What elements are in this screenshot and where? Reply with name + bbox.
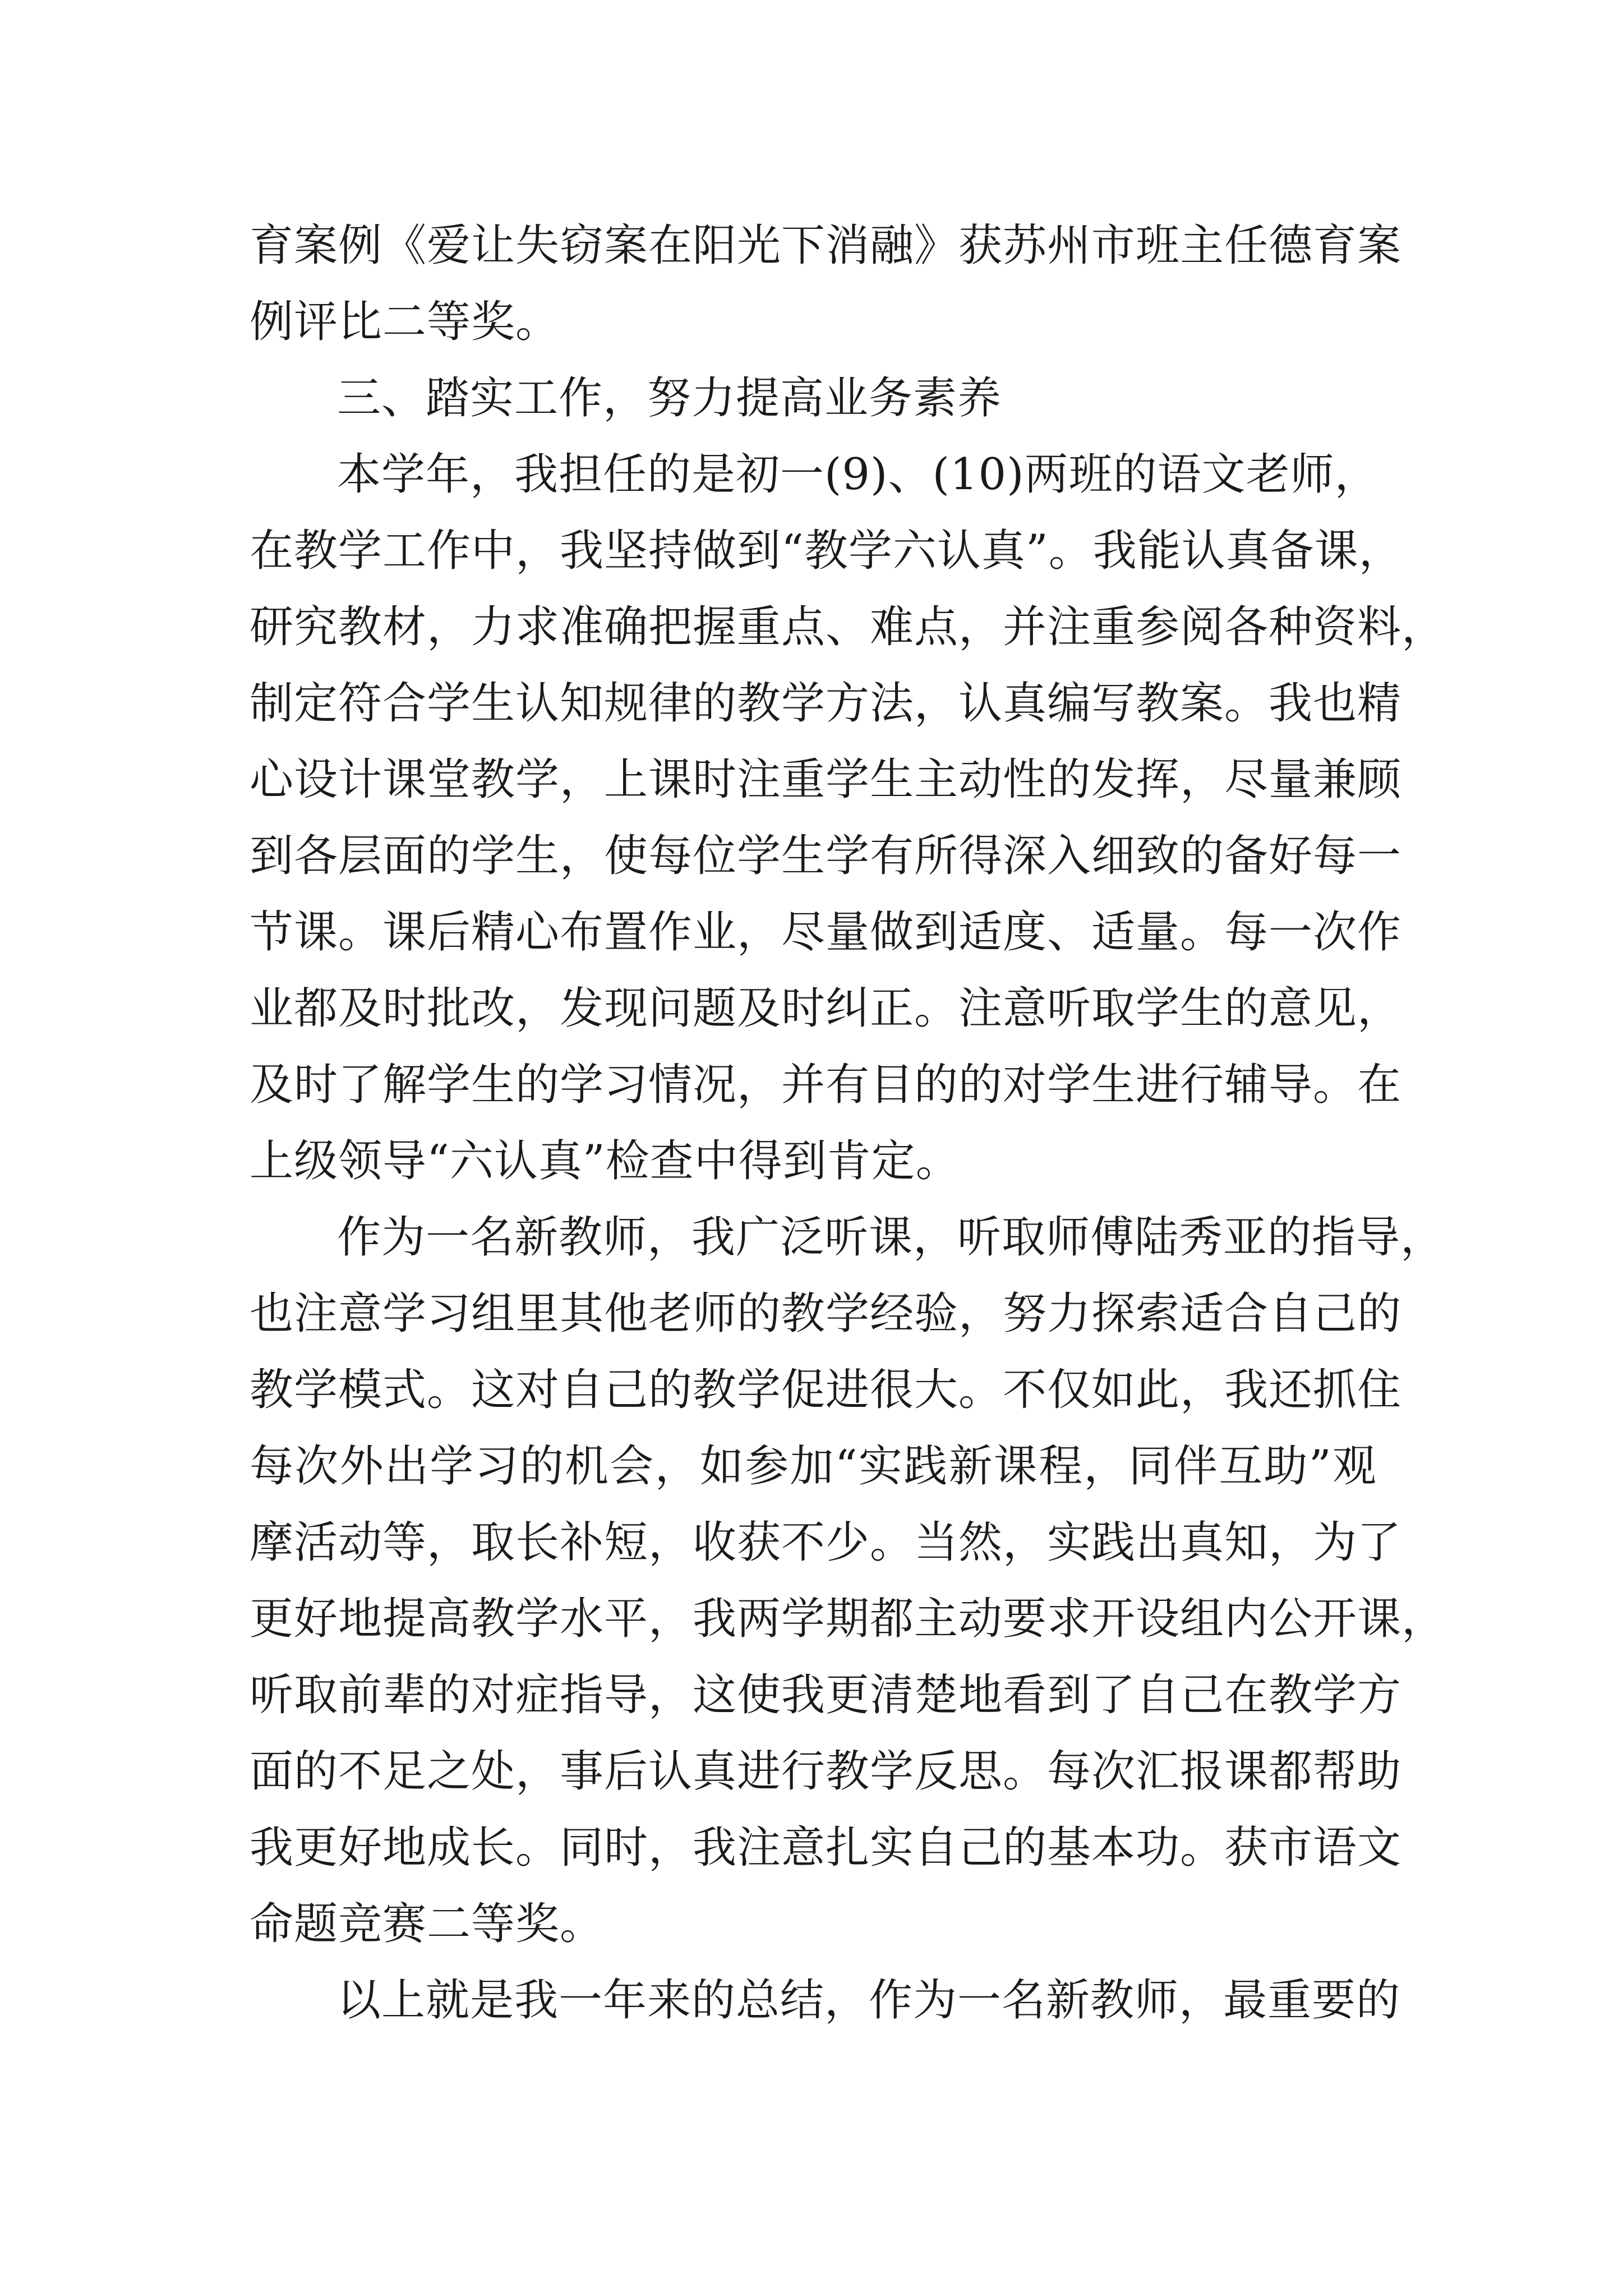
text-line: 以上就是我一年来的总结，作为一名新教师，最重要的 — [337, 1975, 1401, 2026]
text-line: 听取前辈的对症指导，这使我更清楚地看到了自己在教学方 — [250, 1670, 1402, 1720]
text-line: 例评比二等奖。 — [250, 297, 560, 347]
text-line: 业都及时批改，发现问题及时纠正。注意听取学生的意见， — [250, 983, 1402, 1034]
text-line: 每次外出学习的机会，如参加“实践新课程，同伴互助”观 — [250, 1441, 1377, 1492]
paragraph-summary — [250, 1962, 1401, 2039]
text-line: 及时了解学生的学习情况，并有目的的对学生进行辅导。在 — [250, 1060, 1402, 1110]
text-line: 研究教材，力求准确把握重点、难点，并注重参阅各种资料， — [250, 602, 1446, 652]
text-line: 命题竞赛二等奖。 — [250, 1899, 605, 1949]
text-line: 制定符合学生认知规律的教学方法，认真编写教案。我也精 — [250, 678, 1402, 729]
text-line: 育案例《爱让失窃案在阳光下消融》获苏州市班主任德育案 — [250, 220, 1402, 271]
text-line: 到各层面的学生，使每位学生学有所得深入细致的备好每一 — [250, 831, 1402, 881]
paragraph-new-teacher — [250, 1199, 1446, 1962]
document-body — [250, 208, 1446, 2039]
paragraph-teaching-work — [250, 436, 1446, 1199]
text-line: 摩活动等，取长补短，收获不少。当然，实践出真知，为了 — [250, 1517, 1402, 1568]
section-heading — [250, 360, 1377, 436]
text-line: 本学年，我担任的是初一(9)、(10)两班的语文老师， — [337, 449, 1379, 500]
text-line: 教学模式。这对自己的教学促进很大。不仅如此，我还抓住 — [250, 1365, 1402, 1415]
text-line: 节课。课后精心布置作业，尽量做到适度、适量。每一次作 — [250, 907, 1402, 958]
text-line: 上级领导“六认真”检查中得到肯定。 — [250, 1136, 960, 1186]
text-line: 面的不足之处，事后认真进行教学反思。每次汇报课都帮助 — [250, 1746, 1402, 1797]
text-line: 作为一名新教师，我广泛听课，听取师傅陆秀亚的指导， — [337, 1212, 1445, 1263]
heading-line: 三、踏实工作，努力提高业务素养 — [337, 373, 1002, 424]
text-line: 在教学工作中，我坚持做到“教学六认真”。我能认真备课， — [250, 526, 1403, 576]
text-line: 我更好地成长。同时，我注意扎实自己的基本功。获市语文 — [250, 1823, 1402, 1873]
text-line: 心设计课堂教学，上课时注重学生主动性的发挥，尽量兼顾 — [250, 754, 1402, 805]
paragraph-award-case — [250, 208, 1402, 360]
text-line: 也注意学习组里其他老师的教学经验，努力探索适合自己的 — [250, 1289, 1402, 1339]
text-line: 更好地提高教学水平，我两学期都主动要求开设组内公开课， — [250, 1594, 1446, 1644]
